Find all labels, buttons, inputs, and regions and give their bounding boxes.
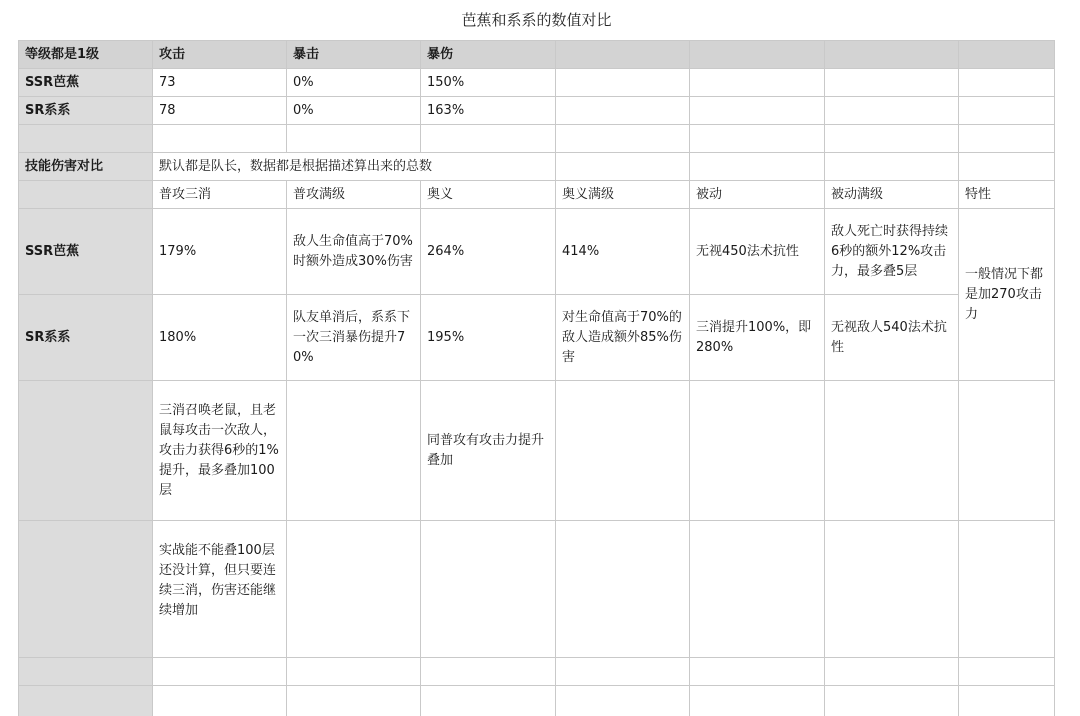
empty-cell[interactable] [690, 658, 825, 686]
note-cell[interactable]: 同普攻有攻击力提升叠加 [421, 381, 556, 521]
note-row [19, 381, 1055, 521]
empty-cell[interactable] [959, 97, 1055, 125]
skill-header-row [19, 181, 1055, 209]
empty-cell[interactable] [153, 658, 287, 686]
crit-dmg-cell[interactable]: 150% [421, 69, 556, 97]
header-row [19, 41, 1055, 69]
header-cell[interactable] [959, 41, 1055, 69]
empty-cell[interactable] [153, 686, 287, 716]
empty-cell[interactable] [825, 69, 959, 97]
skill-cell[interactable]: 队友单消后，系系下一次三消暴伤提升70% [287, 295, 421, 381]
empty-cell[interactable] [825, 97, 959, 125]
skill-cell[interactable]: 180% [153, 295, 287, 381]
empty-cell[interactable] [421, 125, 556, 153]
skill-cell[interactable]: 179% [153, 209, 287, 295]
attack-cell[interactable]: 78 [153, 97, 287, 125]
header-cell[interactable]: 等级都是1级 [19, 41, 153, 69]
empty-cell[interactable] [959, 69, 1055, 97]
skill-cell[interactable]: 敌人生命值高于70%时额外造成30%伤害 [287, 209, 421, 295]
skill-header-cell[interactable]: 普攻三消 [153, 181, 287, 209]
section-note[interactable]: 默认都是队长，数据都是根据描述算出来的总数 [153, 153, 556, 181]
row-label[interactable] [19, 381, 153, 521]
skill-cell[interactable]: 敌人死亡时获得持续6秒的额外12%攻击力，最多叠5层 [825, 209, 959, 295]
empty-cell[interactable] [556, 97, 690, 125]
header-cell[interactable]: 暴击 [287, 41, 421, 69]
empty-cell[interactable] [959, 153, 1055, 181]
empty-cell[interactable] [825, 658, 959, 686]
skill-row-sr [19, 295, 1055, 381]
skill-cell[interactable]: 414% [556, 209, 690, 295]
row-label[interactable] [19, 521, 153, 658]
empty-cell[interactable] [959, 381, 1055, 521]
skill-cell[interactable]: 无视敌人540法术抗性 [825, 295, 959, 381]
skill-cell[interactable]: 195% [421, 295, 556, 381]
crit-dmg-cell[interactable]: 163% [421, 97, 556, 125]
note-row [19, 521, 1055, 658]
empty-cell[interactable] [556, 658, 690, 686]
empty-cell[interactable] [287, 521, 421, 658]
row-label[interactable] [19, 686, 153, 716]
stats-row-sr [19, 97, 1055, 125]
empty-cell[interactable] [556, 69, 690, 97]
crit-cell[interactable]: 0% [287, 97, 421, 125]
empty-cell[interactable] [690, 686, 825, 716]
note-cell[interactable]: 三消召唤老鼠，且老鼠每攻击一次敌人，攻击力获得6秒的1%提升，最多叠加100层 [153, 381, 287, 521]
trait-cell[interactable]: 一般情况下都是加270攻击力 [959, 209, 1055, 381]
skill-header-cell[interactable]: 特性 [959, 181, 1055, 209]
skill-section-row [19, 153, 1055, 181]
empty-cell[interactable] [287, 381, 421, 521]
empty-cell[interactable] [556, 521, 690, 658]
row-label[interactable] [19, 658, 153, 686]
row-label[interactable] [19, 125, 153, 153]
empty-cell[interactable] [287, 686, 421, 716]
row-label[interactable]: SR系系 [19, 295, 153, 381]
empty-cell[interactable] [690, 153, 825, 181]
attack-cell[interactable]: 73 [153, 69, 287, 97]
skill-header-cell[interactable]: 被动满级 [825, 181, 959, 209]
header-cell[interactable] [825, 41, 959, 69]
empty-cell[interactable] [690, 381, 825, 521]
empty-cell[interactable] [556, 381, 690, 521]
row-label[interactable]: SSR芭蕉 [19, 69, 153, 97]
row-label[interactable]: SR系系 [19, 97, 153, 125]
empty-cell[interactable] [959, 658, 1055, 686]
header-cell[interactable] [690, 41, 825, 69]
comparison-table [18, 40, 1055, 716]
stats-row-ssr [19, 69, 1055, 97]
skill-cell[interactable]: 264% [421, 209, 556, 295]
empty-cell[interactable] [825, 153, 959, 181]
empty-cell[interactable] [556, 153, 690, 181]
empty-cell[interactable] [690, 521, 825, 658]
empty-cell[interactable] [959, 686, 1055, 716]
skill-cell[interactable]: 三消提升100%，即280% [690, 295, 825, 381]
empty-cell[interactable] [825, 686, 959, 716]
skill-cell[interactable]: 对生命值高于70%的敌人造成额外85%伤害 [556, 295, 690, 381]
empty-cell[interactable] [287, 125, 421, 153]
note-cell[interactable]: 实战能不能叠100层还没计算，但只要连续三消，伤害还能继续增加 [153, 521, 287, 658]
header-cell[interactable]: 攻击 [153, 41, 287, 69]
row-label[interactable] [19, 181, 153, 209]
section-label[interactable]: 技能伤害对比 [19, 153, 153, 181]
empty-cell[interactable] [421, 521, 556, 658]
skill-row-ssr [19, 209, 1055, 295]
empty-cell[interactable] [690, 69, 825, 97]
header-cell[interactable] [556, 41, 690, 69]
empty-cell[interactable] [421, 686, 556, 716]
empty-cell[interactable] [825, 381, 959, 521]
empty-cell[interactable] [825, 521, 959, 658]
sheet-title: 芭蕉和系系的数值对比 [0, 9, 1073, 30]
blank-row [19, 686, 1055, 716]
row-label[interactable]: SSR芭蕉 [19, 209, 153, 295]
empty-cell[interactable] [690, 125, 825, 153]
empty-cell[interactable] [556, 686, 690, 716]
blank-row [19, 125, 1055, 153]
empty-cell[interactable] [287, 658, 421, 686]
blank-row [19, 658, 1055, 686]
skill-header-cell[interactable]: 普攻满级 [287, 181, 421, 209]
header-cell[interactable]: 暴伤 [421, 41, 556, 69]
skill-header-cell[interactable]: 被动 [690, 181, 825, 209]
empty-cell[interactable] [153, 125, 287, 153]
empty-cell[interactable] [959, 521, 1055, 658]
empty-cell[interactable] [421, 658, 556, 686]
skill-cell[interactable]: 无视450法术抗性 [690, 209, 825, 295]
empty-cell[interactable] [959, 125, 1055, 153]
skill-header-cell[interactable]: 奥义满级 [556, 181, 690, 209]
crit-cell[interactable]: 0% [287, 69, 421, 97]
skill-header-cell[interactable]: 奥义 [421, 181, 556, 209]
empty-cell[interactable] [690, 97, 825, 125]
empty-cell[interactable] [556, 125, 690, 153]
empty-cell[interactable] [825, 125, 959, 153]
